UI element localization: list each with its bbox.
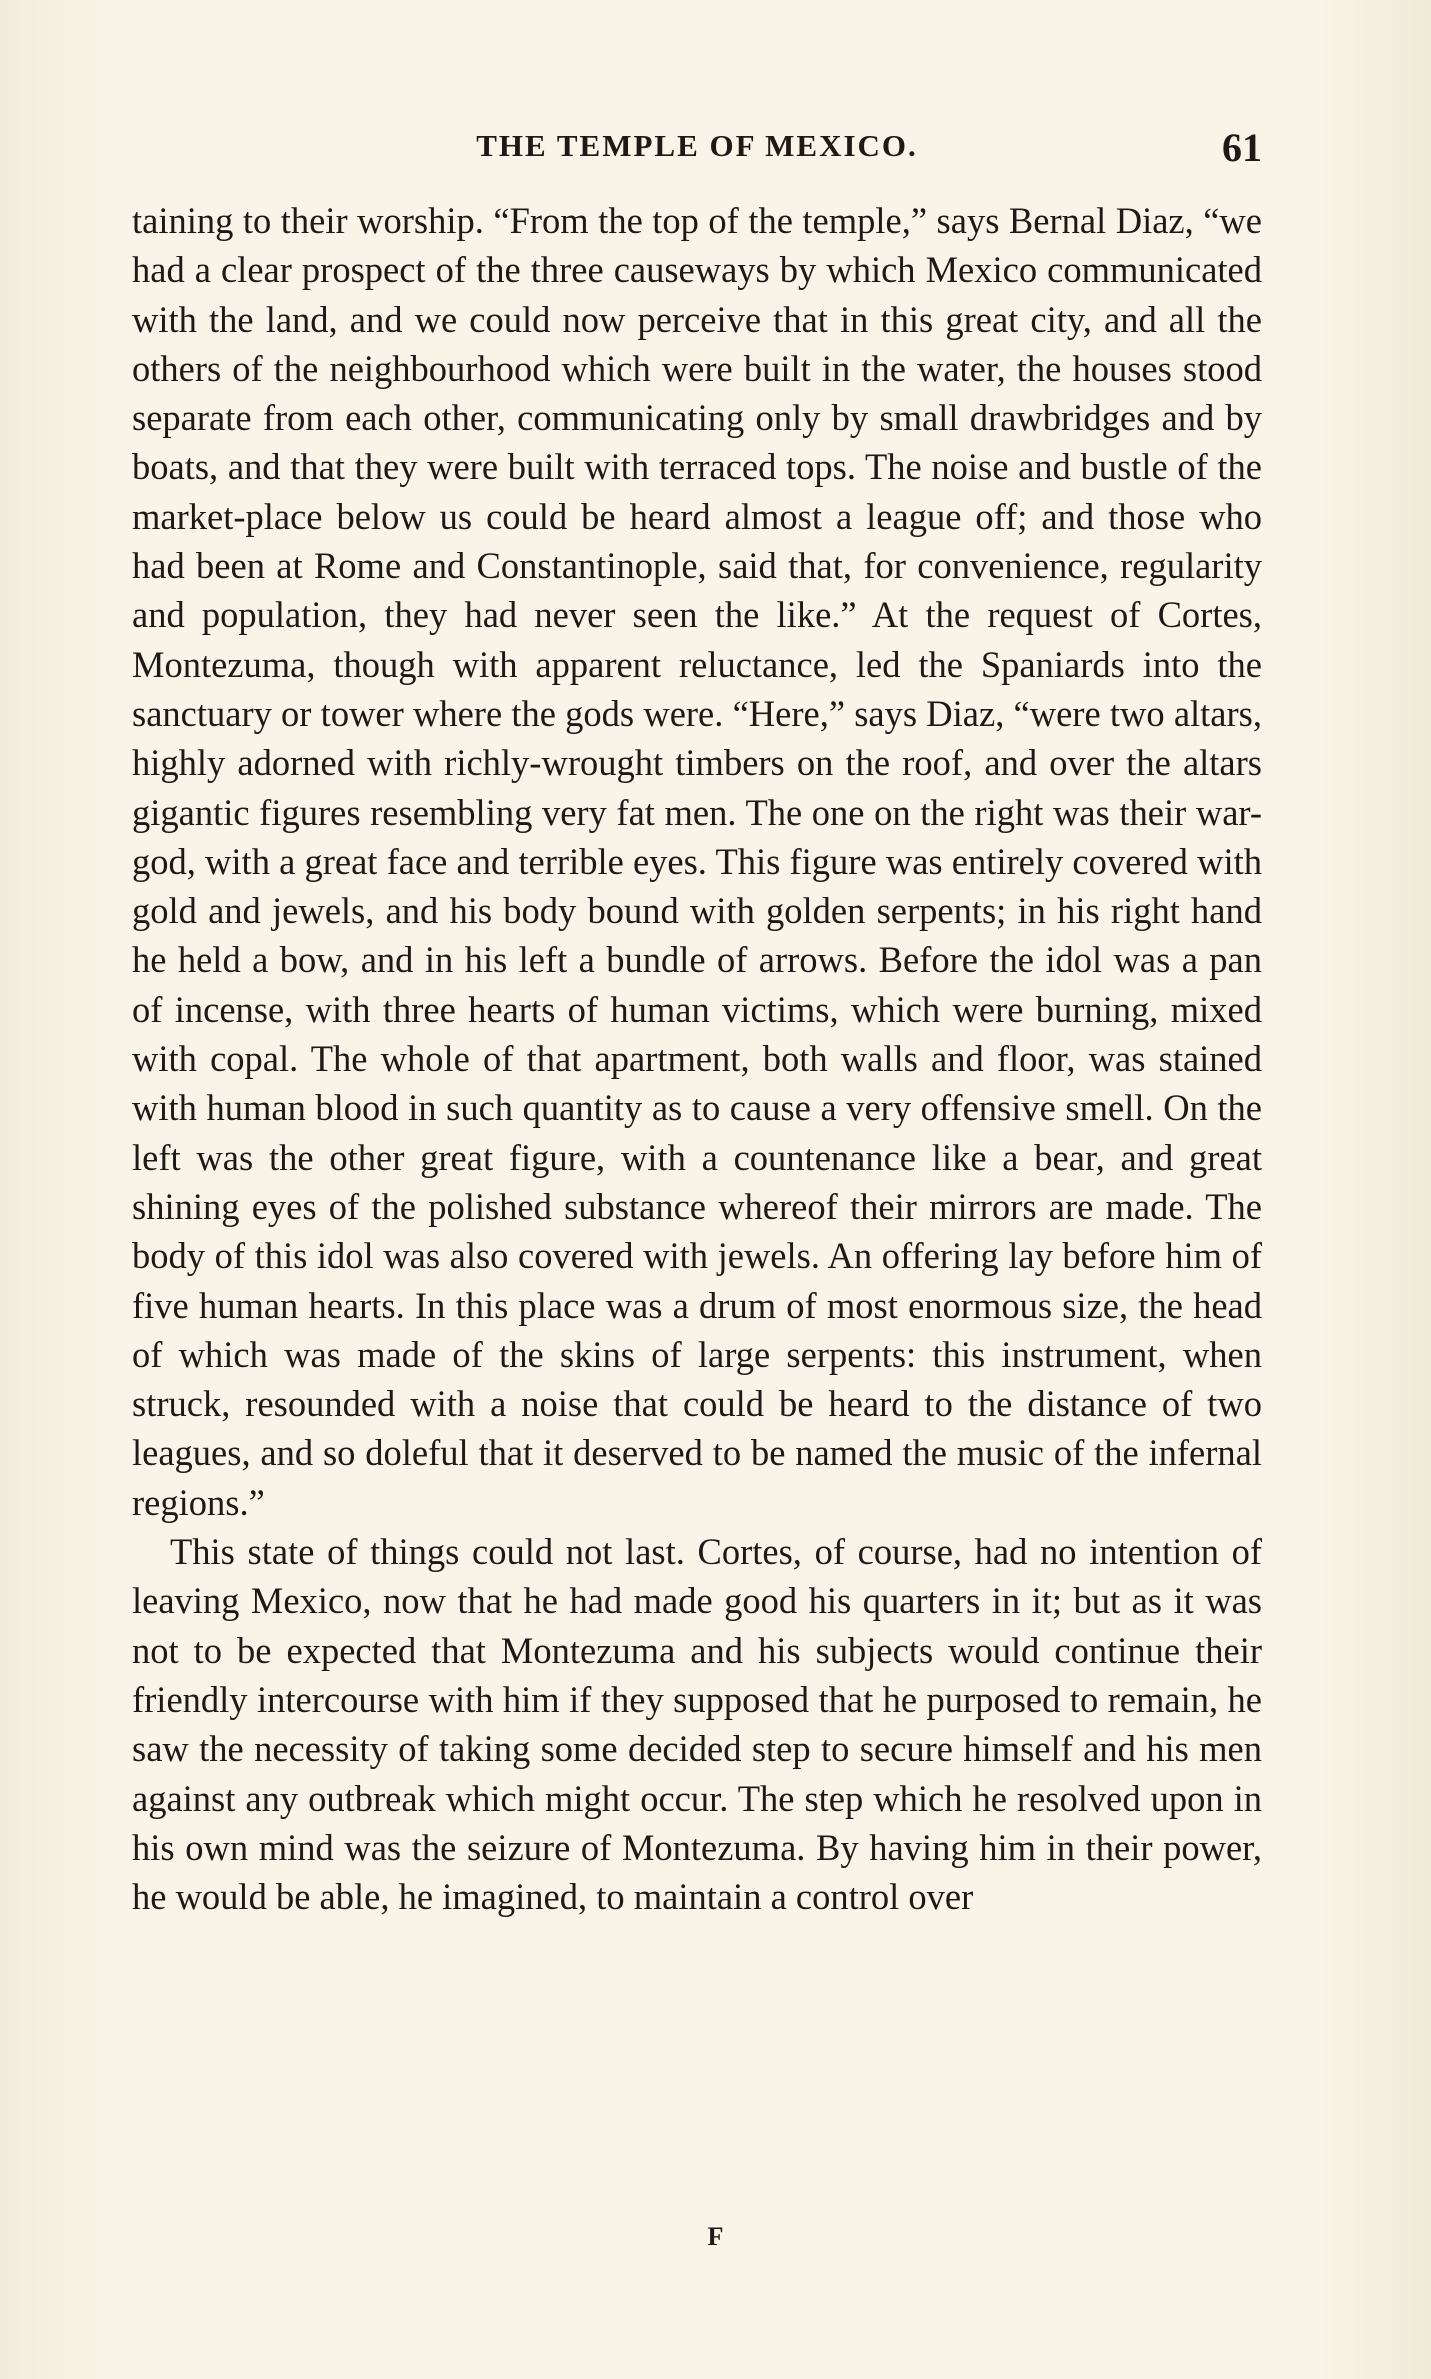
running-title: THE TEMPLE OF MEXICO. <box>476 128 918 163</box>
page-number: 61 <box>1222 125 1262 170</box>
paragraph: This state of things could not last. Cortes, of course, had no intention of leaving Mexico, now that he had made good his quarters in it; but as it was not to be expected that Montezuma and his subjects would continue their friendly intercourse with him if they supposed that he purposed to remain, he saw the necessity of taking some decided step to secure himself and his men against any outbreak which might occur. The step which he resolved upon in his own mind was the seizure of Montezuma. By having him in their power, he would be able, he imagined, to maintain a control over <box>132 1531 1262 1918</box>
paragraph: taining to their worship. “From the top of the temple,” says Bernal Diaz, “we had a clear prospect of the three causeways by which Mexico communicated with the land, and we could now perceive that in this great city, and all the others of the neighbourhood which were built in the water, the houses stood separate from each other, communicating only by small drawbridges and by boats, and that they were built with terraced tops. The noise and bustle of the market-place below us could be heard almost a league off; and those who had been at Rome and Constantinople, said that, for convenience, regularity and population, they had never seen the like.” At the request of Cortes, Montezuma, though with apparent reluctance, led the Spaniards into the sanctuary or tower where the gods were. “Here,” says Diaz, “were two altars, highly adorned with richly-wrought timbers on the roof, and over the altars gigantic figures resembling very fat men. The one on the right was their war-god, with a great face and terrible eyes. This figure was entirely covered with gold and jewels, and his body bound with golden serpents; in his right hand he held a bow, and in his left a bundle of arrows. Before the idol was a pan of incense, with three hearts of human victims, which were burning, mixed with copal. The whole of that apartment, both walls and floor, was stained with human blood in such quantity as to cause a very offensive smell. On the left was the other great figure, with a countenance like a bear, and great shining eyes of the polished substance whereof their mirrors are made. The body of this idol was also covered with jewels. An offering lay before him of five human hearts. In this place was a drum of most enormous size, the head of which was made of the skins of large serpents: this instrument, when struck, resounded with a noise that could be heard to the distance of two leagues, and so doleful that it deserved to be named the music of the infernal regions.” <box>132 200 1262 1523</box>
page-header <box>132 125 1262 178</box>
body-text <box>132 196 1262 1921</box>
signature-mark: F <box>707 2222 724 2251</box>
